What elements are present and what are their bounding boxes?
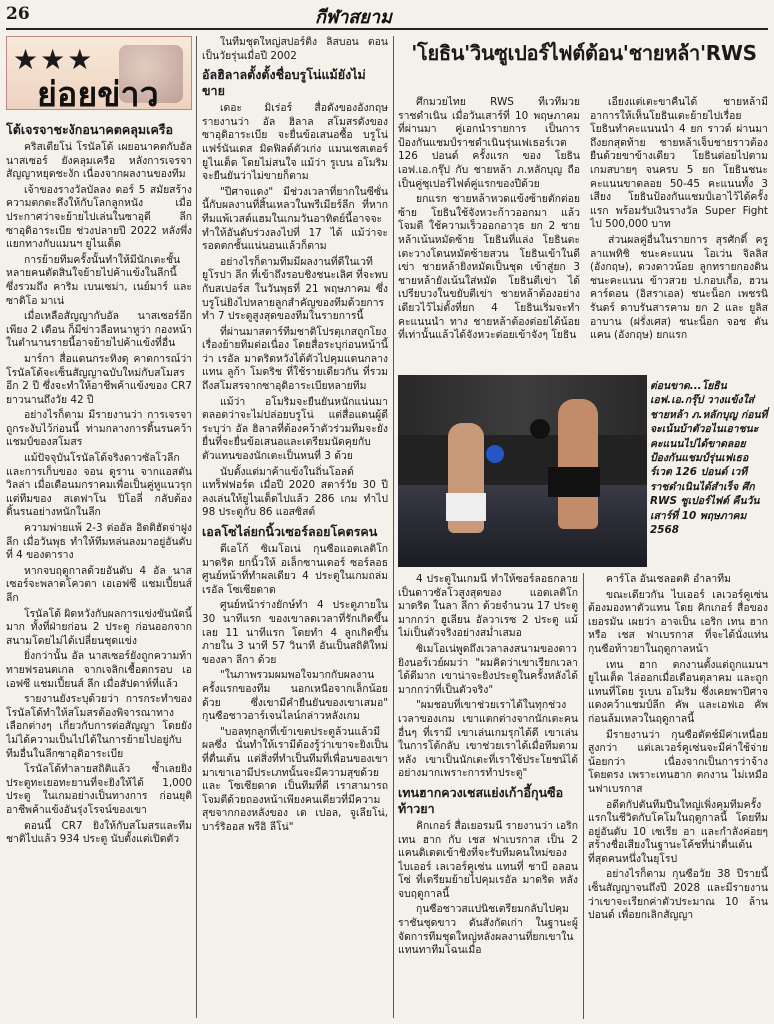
paragraph: อย่างไรก็ตาม มีรายงานว่า การเจรจาถูกระงับไว้ก่อนนี้ ท่ามกลางการดิ้นรนคว้าแชมป์ของสโมสร [6,409,192,449]
article-body [590,96,768,343]
article-heading: อัลฮิลาลตั้งตั้งชื่อบรูโน่แม้ยังไม่ขาย [202,67,366,99]
article-continuation [202,36,388,63]
main-story-column-2 [590,96,768,374]
paragraph: ยกแรก ชายหล้าหวดแข้งซ้ายตักต่อยซ้าย โยธินใช้จังหวะก้าวออกมา แล้วโจมตี ใช้ความเร็วออกอาวุธ ยก 2 ชายหล้าเน้นหมัดซ้าย โยธินที่แล่ง โยธินตะเตะวางโดนหมัดซ้ายสวน โยธินเข้าในดีเข่า ชายหล้ายิงหมัดเป็นชุด เข้าสู่ยก 3 ชายหล้ายังเน้นใส่หมัด โยธินตีเข่า ได้เปรียบวงในขยับตีเข่า ชายหล้าต้องอย่างเดียวไว้ไม่ตั้งที่ยก 4 โยธินเริ่มจะทำคะแนนนำ ทาง ชายหล้าต้องต่อยได้น้อยที่เท่านั้นแล้วได้จังหวะต่อยเข้าจังๆ โยธิน [398,193,580,342]
paragraph: โรนัลโด้ ผิดหวังกับผลการแข่งขันนัดนี้มาก ทั้งที่ฝ่ายก่อน 2 ประตู ก่อนออกจากสนามโดยไม่ได้เปลี่ยนชุดแข่ง [6,607,192,647]
paragraph: ที่ผ่านมาสตาร์ทีมชาติโปรตุเกสถูกโยงเรื่องย้ายทีมต่อเนื่อง โดยสื่อระบุก่อนหน้านี้ว่า เรอัล มาดริดหวังได้ตัวไปคุมแดนกลางแทน ลูก้า โมดริช ที่ใช้รายเดียวกัน ที่รวมถึงสโมสรจากซาอุดิอาระเบียหลายทีม [202,325,388,393]
paragraph: อย่างไรก็ตาม กุนซือวัย 38 ปีรายนี้เซ็นสัญญาจนถึงปี 2028 และมีรายงานว่าเขาจะเรียกค่าตัวประมาณ 10 ล้านปอนด์ เพื่อยกเลิกสัญญา [588,868,768,922]
article-body [6,141,192,847]
paragraph: เดอะ มิเร่อร์ สื่อดังของอังกฤษ รายงานว่า อัล ฮิลาล สโมสรดังของซาอุดิอาระเบีย จะยื่นข้อเสนอซื้อ บรูโน่ แฟร์นันเดส มิดฟิลด์ตัวเก่ง แมนเชสเตอร์ ยูไนเต็ด โดยไม่สนใจ แม้ว่า รูเบน อโมริม จะยืนยันว่าไม่ขายก็ตาม [202,102,388,183]
article-body [202,543,388,834]
page-header [0,0,774,30]
article-body [398,820,578,958]
paragraph: อดีตกัปตันทีมปืนใหญ่เพิ่งคุมทีมครั้งแรกในชีวิตกับโคโมในฤดูกาลนี้ โดยทีมอยู่อันดับ 10 เซเรีย อา และกำลังค่อยๆ สร้างชื่อเสียงในฐานะโค้ชที่น่าตื่นเต้นที่สุดคนหนึ่งในยุโรป [588,798,768,865]
paragraph: "ผมชอบที่เขาช่วยเราได้ในทุกช่วงเวลาของเกม เขาแตกต่างจากนักเตะคนอื่นๆ ที่เรามี เขาเล่นเกมรุกได้ดี เขาเล่นในการโต้กลับ เขาช่วยเราได้เมื่อทีมตามหลัง เขาเป็นนักเตะที่เราใช้ประโยชน์ได้อย่างมากเพราะการทำประตู" [398,699,578,780]
paragraph: ศูนย์หน้าร่างยักษ์ทำ 4 ประตูภายใน 30 นาทีแรก ของเขาลดเวลาที่รักเกิดขึ้นเลย 11 นาทีแรก โดยทำ 4 ลูกเกิดขึ้นภายใน 3 นาที 57 วินาที อันเป็นสถิติใหม่ของลา ลีกา ด้วย [202,599,388,666]
paragraph: การย้ายทีมครั้งนั้นทำให้มีนักเตะชั้นหลายคนตัดสินใจย้ายไปค้าแข้งในลีกนี้ ซึ่งรวมถึง คาริม เบนเซม่า, เนย์มาร์ และ ซาดิโอ มาเน่ [6,253,192,307]
photo-fighter-left-shorts [446,493,486,521]
paragraph: คิกเกอร์ สื่อเยอรมนี รายงานว่า เอริก เทน ฮาก กับ เชส ฟาเบรกาส เป็น 2 แคนดิเดตเข้าชิงที่จะรับทีมคนใหม่ของไบเออร์ เลเวอร์คูเซ่น แทนที่ ชาบี อลอนโซ่ ที่เตรียมย้ายไปคุมเรอัล มาดริด หลังจบฤดูกาลนี้ [398,819,578,900]
paragraph: "บอลทุกลูกที่เข้าเขตประตูล้วนแล้วมีผลซึ่ง นั่นทำให้เรามีต้องรู้ว่าเขาจะยิงเป็นที่ตื่นเต้น แต่สิ่งที่ทำเป็นทีมที่เพื่อนของเขามาเขาเอามีประเภทนั้นจะมีความสุขด้วยและ โซเซียดาด เป็นทีมที่ดี เราสามารถโจมตีด้วยถองหน้าเพียงคนเดียวที่มีความสุขจากกองหลังของ เด เปอล, จูเลียโน่, บาร์ริออส พรีอิ ลีโน่" [202,725,388,833]
paragraph: อย่างไรก็ตามทีมมีผลงานที่ดีในเวทียูโรปา ลีก ที่เข้าถึงรอบชิงชนะเลิศ ที่จะพบกับสเปอร์ส ในวันพุธที่ 21 พฤษภาคม ซึ่งบรูโน่ยิงไปหลายลูกสำคัญของทีมด้วยการทำ 7 ประตูสูงสุดของทีมในรายการนี้ [202,255,388,323]
paragraph: โรนัลโด้ทำลายสถิติแล้ว ซ้ำเลยยิงประตูทะเยอทะยานที่จะยิงให้ได้ 1,000 ประตู ในเกมอย่างเป็นทางการ ก่อนยุติอาชีพค้าแข้งอันรุ่งโรจน์ของเขา [6,763,192,816]
banner-title: ย่อยข่าว [37,75,159,110]
article-heading: โต้เจรจาชะงักอนาคตคลุมเครือ [6,122,174,137]
page-number: 26 [6,4,30,24]
paragraph: แม้ปัจจุบันโรนัลโด้จริงดาวซัลโวลีกและการเก็บของ จอน ดูราน จากแอสตัน วิลล่า เมื่อเดือนมกราคมเพื่อเป็นคู่หูแนวรุก แต่ทีมของ สเตฟาโน ปิโอลี่ กลับต้องดิ้นรนอย่างหนักในลีก [6,452,192,519]
main-story-column-1 [398,96,580,374]
bottom-story-column-2 [588,573,768,1019]
photo-fighter-right-shorts [548,467,600,497]
paragraph: แม้ว่า อโมริมจะยืนยันหนักแน่นมาตลอดว่าจะไม่ปล่อยบรูโน่ แต่สื่อแดนผู้ดีระบุว่า อัล ฮิลาลที่ต้องคว้าตัวร่วมทีมจะยังยื่นที่จะยื่นข้อเสนอและเตรียมนัดคุยกับตัวแทนของนักเตะเป็นหนที่ 3 ด้วย [202,395,388,463]
photo-fighter-right [558,399,598,529]
paragraph: ศึกมวยไทย RWS ที่เวทีมวยราชดำเนิน เมื่อวันเสาร์ที่ 10 พฤษภาคม ที่ผ่านมา คู่เอกนำรายการ เป็นการป้องกันแชมป์ราชดำเนินรุ่นเฟเธอร์เวต 126 ปอนด์ ครั้งแรก ของ โยธิน เอฟ.เอ.กรุ๊ป กับ ชายหล้า ภ.หลักบุญ ถือเป็นคู่ซุเปอร์ไฟต์คู่แรกของปีด้วย [398,96,580,190]
paragraph: 4 ประตูในเกมนี้ ทำให้ซอร์ลอธกลายเป็นดาวซัลโวสูงสุดของ แอตเลติโก มาดริด ในลา ลีกา ด้วยจำนวน 17 ประตู มากกว่า ฮูเลียน อัลวาเรซ 2 ประตู แม้ไม่เป็นตัวจริงอย่างสม่ำเสมอ [398,573,578,640]
paragraph: เทน ฮาก ตกงานตั้งแต่ถูกแมนฯ ยูไนเต็ด ไล่ออกเมื่อเดือนตุลาคม และถูกแทนที่โดย รูเบน อโมริม ซึ่งเคยพาปีศาจแดงคว้าแชมป์ลีก คัพ และเอฟเอ คัพ ก่อนล้มเหลวในฤดูกาลนี้ [588,658,768,725]
column-divider [583,573,584,1019]
paragraph: ขณะเดียวกัน ไบเออร์ เลเวอร์คูเซ่นต้องมองหาตัวแทน โดย คิกเกอร์ สื่อของเยอรมัน เผยว่า อาจเป็น เอริก เทน ฮาก หรือ เชส ฟาเบรกาส ที่จะได้นั่งแท่นกุนซือท้าวยาในฤดูกาลหน้า [588,588,768,655]
boxing-photo [398,375,647,567]
paragraph: ความพ่ายแพ้ 2-3 ต่ออัล อิตติฮัดจ่าฝูงลีก เมื่อวันพุธ ทำให้ทีมหล่นลงมาอยู่อันดับที่ 4 ของตาราง [6,522,192,562]
masthead: กีฬาสยาม [315,7,392,28]
article-body [398,573,578,781]
paragraph: ดีเอโก้ ซิเมโอเน่ กุนซือแอตเลติโก มาดริด ยกนิ้วให้ อเล็กซานเดอร์ ซอร์ลอธ ศูนย์หน้าที่ทำผลเดียว 4 ประตูในเกมถล่ม เรอัล โซเซียดาด [202,543,388,596]
photo-glove [530,419,550,439]
article-body [588,573,768,923]
paragraph: นับตั้งแต่มาค้าแข้งในถิ่นโอลด์ แทร็ฟฟอร์ด เมื่อปี 2020 สตาร์วัย 30 ปี ลงเล่นให้ยูไนเต็ดไปแล้ว 286 เกม ทำไป 98 ประตูกับ 86 แอสซิสต์ [202,465,388,519]
paragraph: ตอนนี้ CR7 ยิงให้กับสโมสรและทีมชาติไปแล้ว 934 ประตู นับตั้งแต่เปิดตัว [6,819,192,846]
column-divider [393,36,394,1018]
left-column [6,118,192,1018]
paragraph: ส่วนผลคู่อื่นในรายการ สุรศักดิ์ ครูลาแพทิชิ ชนะคะแนน โอเว่น จิลลิส (อังกฤษ), ดวงดาวน้อย ลูกทรายกองดิน ชนะคะแนน ข้าวสวย ป.กอบเกื้อ, ฮวนคาร์ดอน (อิสราเอล) ชนะน็อก เพชรนิรันดร์ ดาบรันสารคาม ยก 2 และ ยูลิส อาบาน (ฝรั่งเศส) ชนะน็อก จอช ดันแคน (อังกฤษ) ยกแรก [590,233,768,342]
paragraph: หากจบฤดูกาลด้วยอันดับ 4 อัล นาสเซอร์จะพลาดโควตา เอเอฟซี แชมเปี้ยนส์ ลีก [6,564,192,604]
main-headline: 'โยธิน'วินซูเปอร์ไฟต์ต้อน'ชายหล้า'RWS [411,41,757,65]
paragraph: เมื่อเหลือสัญญากับอัล นาสเซอร์อีกเพียง 2 เดือน ก็มีข่าวลือหนาหูว่า กองหน้าในตำนานรายนี้อาจย้ายไปค้าแข้งที่อื่น [6,310,192,350]
paragraph: "ปีศาจแดง" มีช่วงเวลาที่ยากในซีซั่นนี้กับผลงานที่สิ้นเหลวในพรีเมียร์ลีก ที่หากทีมแพ้เวสต์แฮมในเกมวันอาทิตย์นี้อาจจะทำให้อันดับร่วงลงไปที่ 17 ได้ แม้ว่าจะรอดตกชั้นแน่นอนแล้วก็ตาม [202,185,388,253]
photo-caption: ต่อนขาด...โยธิน เอฟ.เอ.กรุ๊ป วางแข้งใส่ชายหล้า ภ.หลักบุญ ก่อนที่จะเน้นบ้าตัวอไนเอาชนะคะแนนไปได้ขาดลอย ป้องกันแชมป์รุ่นเฟเธอร์เวต 126 ปอนด์ เวทีราชดำเนินได้สำเร็จ ศึก RWS ซูเปอร์ไฟต์ คืนวันเสาร์ที่ 10 พฤษภาคม 2568 [650,380,768,537]
article-heading: เทนฮากควงเชสแย่งเก้าอี้กุนซือท้าวยา [398,784,564,816]
paragraph: "ในภาพรวมผมพอใจมากกับผลงานครั้งแรกของทีม นอกเหนือจากเล็กน้อยด้วย ซึ่งเขามีคำยืนยันของเขาเสมอ" กุนซือชาวอาร์เจนไลน์กล่าวหลังเกม [202,669,388,723]
section-banner [6,36,192,110]
paragraph: เจ้าของรางวัลบัลลง ดอร์ 5 สมัยสร้างความตกตะลึงให้กับโลกลูกหนัง เมื่อประกาศว่าจะย้ายไปเล่นในซาอุดี ลีก ซาอุดิอาระเบีย ช่วงปลายปี 2022 หลังพึ่งแยกทางกับแมนฯ ยูไนเต็ด [6,183,192,251]
photo-crowd-background [398,375,647,435]
paragraph: ซิเมโอเน่พูดถึงเวลาลงสนามของดาวยิงนอร์เวย์ผมว่า "ผมคิดว่าเขาเรียกเวลาได้ดีมาก เขาน่าจะยิงประตูในครั้งหลังได้มากกว่าที่เป็นตัวจริง" [398,642,578,696]
paragraph: มาร์กา สื่อแดนกระทิงดุ คาดการณ์ว่า โรนัลโด้จะเซ็นสัญญาฉบับใหม่กับสโมสรอีก 2 ปี ซึ่งจะทำให้อาชีพค้าแข้งของ CR7 ยาวนานถึงวัย 42 ปี [6,352,192,406]
article-heading: เอลโซไล่ยกนิ้วเซอร์ลอยโคตรคน [202,524,378,539]
paragraph: เอี้ยงแต่เตะขาคืนได้ ชายหล้ามีอาการให้เห็นโยธินเตะย้ายไปเรื่อย โยธินทำคะแนนนำ 4 ยก ราวด์ ผ่านมาถึงยกสุดท้าย ชายหล้าเจ็บชายราวต้องยืนด้วยขาข้างเดียว โยธินต่อยไปตามเกมสบายๆ จนครบ 5 ยก โยธินชนะคะแนนขาดลอย 50-45 คะแนนทั้ง 3 เสียง โยธินป้องกันแชมป์เอาไว้ได้ครั้งแรก พร้อมรับเงินรางวัล Super Fight ไป 500,000 บาท [590,96,768,231]
paragraph: มีรายงานว่า กุนซือดัตช์มีค่าเหนื่อยสูงกว่า แต่เลเวอร์คูเซ่นจะมีค่าใช้จ่ายน้อยกว่า เนื่องจากเป็นการว่าจ้างโดยตรง เพราะเทนฮาก ตกงาน ไม่เหมือนฟาเบรกาส [588,728,768,795]
column-divider [196,36,197,1018]
bottom-story-column-1 [398,573,578,1019]
article-body [202,102,388,520]
paragraph: คริสเตียโน่ โรนัลโด้ เผยอนาคตกับอัล นาสเซอร์ ยังคลุมเครือ หลังการเจรจาสัญญาหยุดชะงัก เนื่องจากผลงานของทีม [6,141,192,181]
paragraph: ในทีมชุดใหญ่สปอร์ติ้ง ลิสบอน ตอนเป็นวัยรุ่นเมื่อปี 2002 [202,36,388,62]
photo-ring-floor [398,485,647,567]
article-body [398,96,580,343]
star-icon: ★★★ [13,43,95,76]
paragraph: ยิ่งกว่านั้น อัล นาสเซอร์ยังถูกความท้าทายฟรอนตเกล จากเจลิกเชื้อตกรอบ เอเอฟซี แชมเปี้ยนส์ ลีก เมื่อสัปดาห์ที่แล้ว [6,650,192,690]
second-column [202,36,388,1018]
header-rule [6,28,768,30]
paragraph: คาร์โล อันเชลอตติ อำลาทีม [606,573,731,585]
paragraph: กุนซือชาวสแปนิชเตรียมกลับไปคุมราชันชุดขาว ดันสังกัดเก่า ในฐานะผู้จัดการทีมชุดใหญ่หลังผลงานที่ยกเขาในแทนทาทีมโฉนเมื่อ [398,903,578,957]
photo-glove [486,445,504,463]
paragraph: รายงานยังระบุด้วยว่า การกระทำของโรนัลโด้ทำให้สโมสรต้องพิจารณาทางเลือกต่างๆ เกี่ยวกับการต่อสัญญา โดยยังไม่ได้ความเป็นไปได้ในการย้ายไปอยู่กับทีมอื่นในลีกซาอุดิอาระเบีย [6,693,192,760]
